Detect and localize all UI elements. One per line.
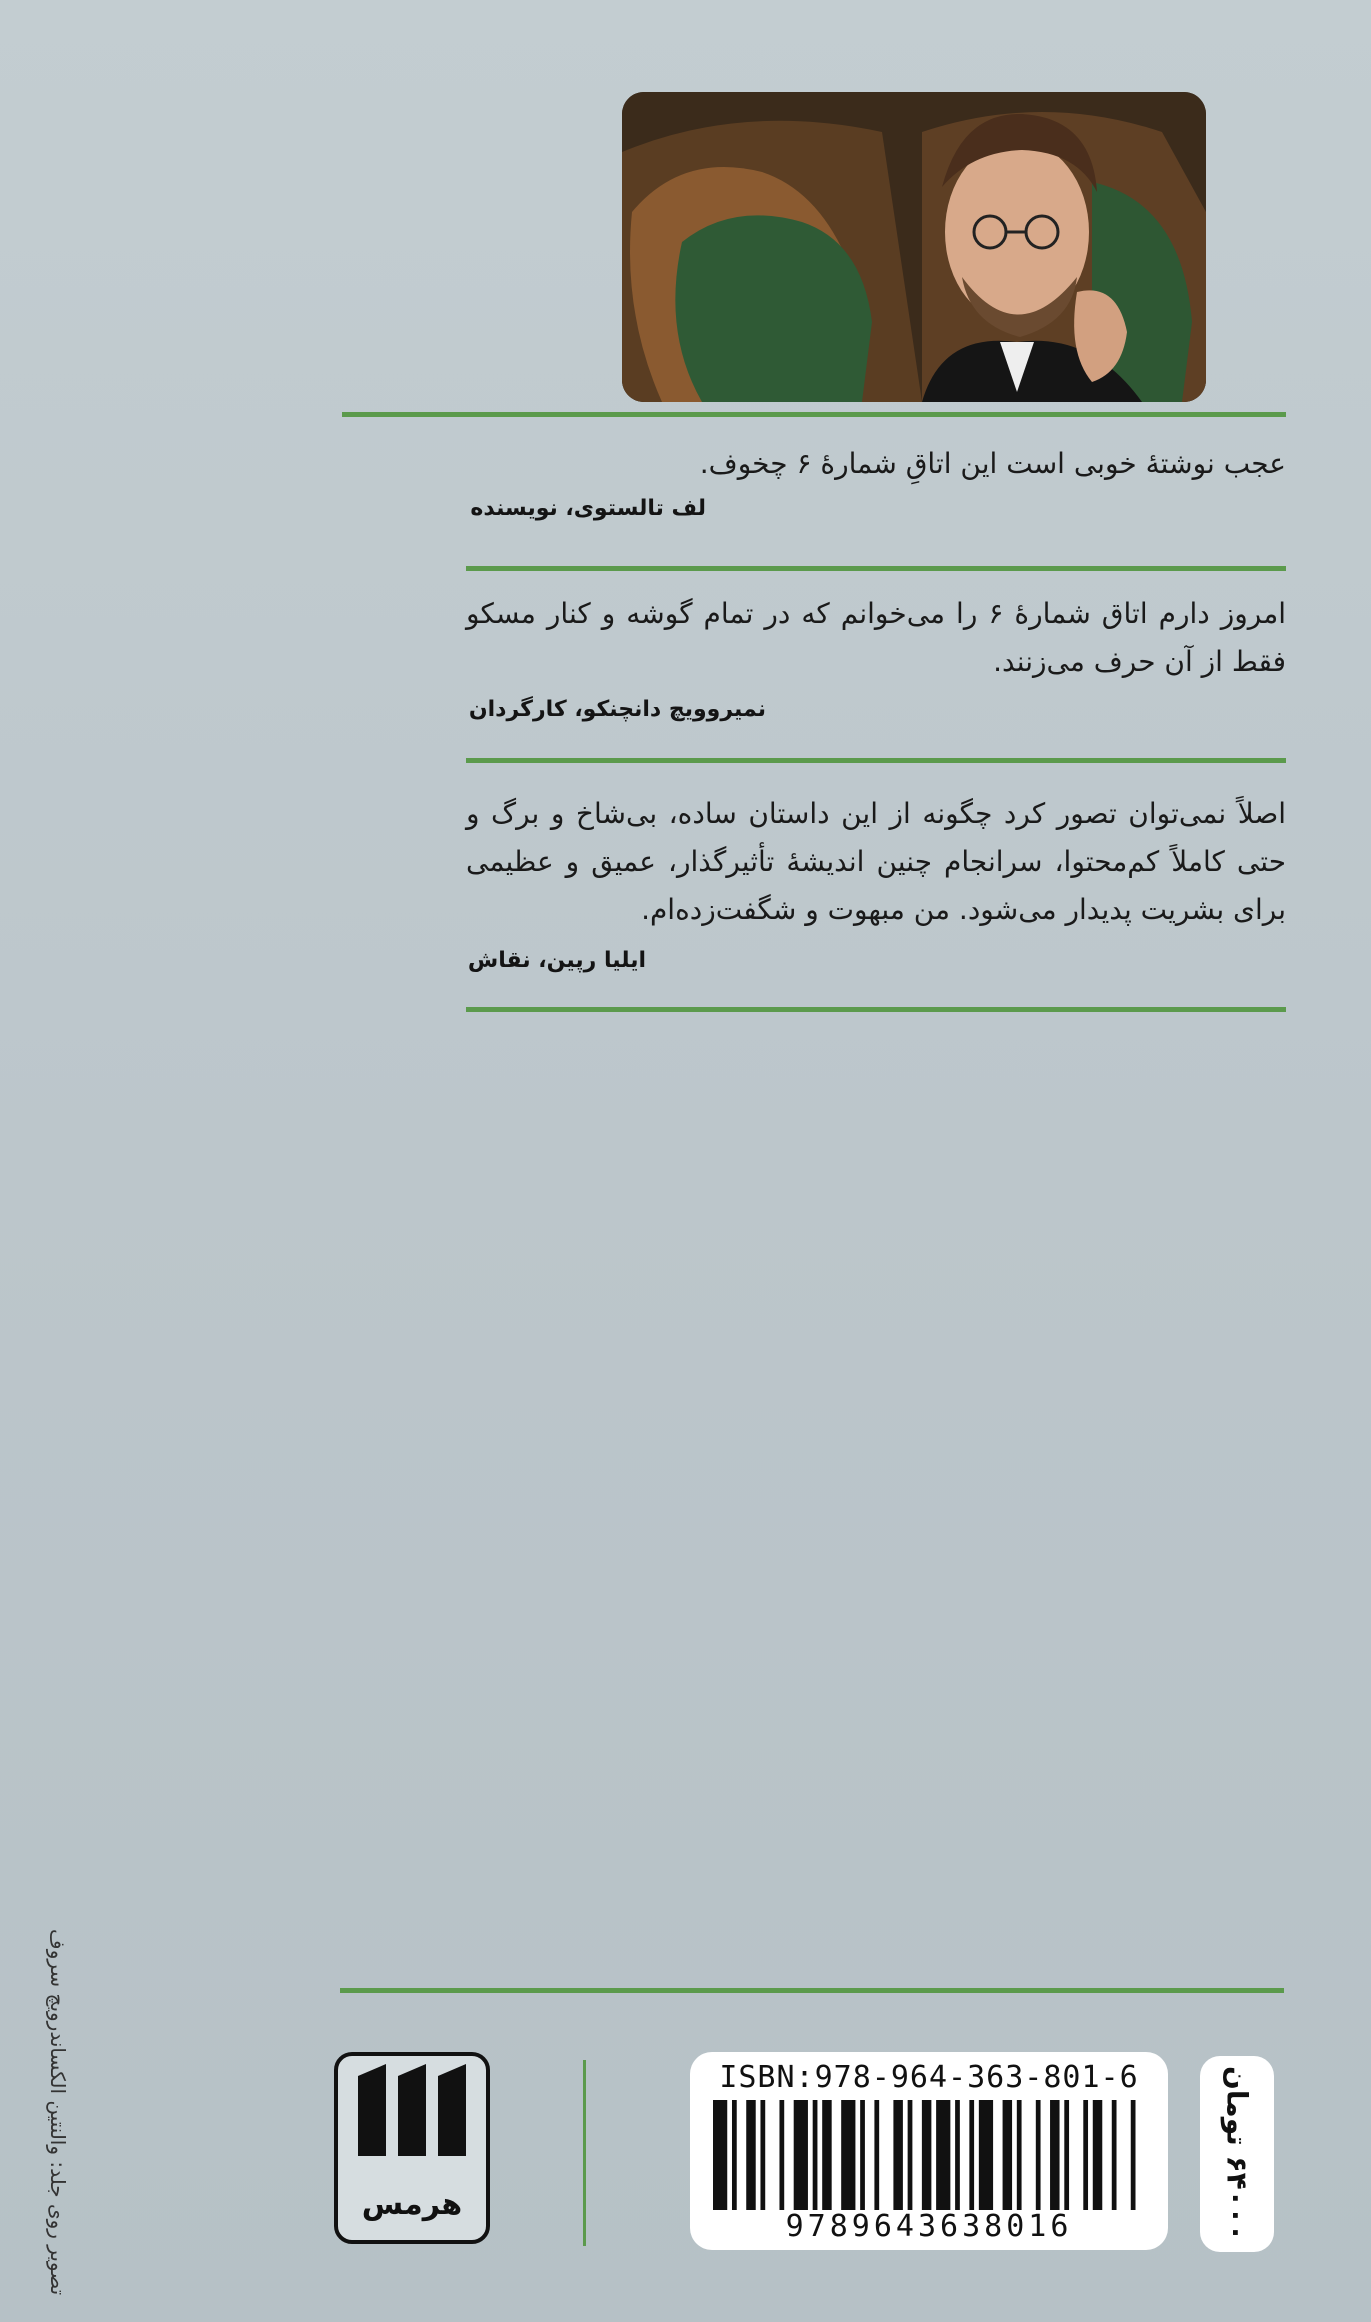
cover-image-credit: تصویر روی جلد: والنتین الکساندرویچ سروف [46, 1928, 70, 2295]
bottom-divider-rule [340, 1988, 1284, 1993]
barcode-bar [1064, 2100, 1069, 2210]
barcode-bar [979, 2100, 993, 2210]
divider-rule [466, 758, 1286, 763]
author-portrait [622, 92, 1206, 402]
barcode-bar [1017, 2100, 1022, 2210]
barcode-bar [779, 2100, 784, 2210]
barcode-bar [822, 2100, 831, 2210]
barcode-bar [955, 2100, 960, 2210]
divider-rule [342, 412, 1286, 417]
divider-rule [466, 1007, 1286, 1012]
quote-author-1: لف تالستوی، نویسنده [470, 496, 706, 521]
vertical-divider [583, 2060, 586, 2246]
barcode-bar [1112, 2100, 1117, 2210]
barcode-bar [841, 2100, 855, 2210]
quote-text-3: اصلاً نمی‌توان تصور کرد چگونه از این داستان ساده، بی‌شاخ و برگ و حتی کاملاً کم‌محتوا، سرانجام چنین اندیشهٔ تأثیرگذار، عمیق و عظیمی برای بشریت پدیدار می‌شود. من مبهوت و شگفت‌زده‌ام. [466, 797, 1286, 926]
barcode-bar [813, 2100, 818, 2210]
price-tag [1200, 2056, 1274, 2252]
barcode-bar [1036, 2100, 1041, 2210]
quote-author-2: نمیروویچ دانچنکو، کارگردان [468, 697, 766, 722]
isbn-label: ISBN:978-964-363-801-6 [719, 2060, 1139, 2095]
publisher-logo [334, 2052, 490, 2244]
quote-text-2: امروز دارم اتاق شمارهٔ ۶ را می‌خوانم که در تمام گوشه و کنار مسکو فقط از آن حرف می‌زنند. [466, 597, 1286, 678]
divider-rule [466, 566, 1286, 571]
barcode-bar [860, 2100, 865, 2210]
price-text: ۶۴۰۰۰ تومان [1220, 2066, 1254, 2242]
barcode-bar [1131, 2100, 1136, 2210]
barcode-bar [713, 2100, 727, 2210]
barcode-digits: 9789643638016 [785, 2209, 1073, 2244]
quote-author-3: ایلیا رپین، نقاش [467, 948, 646, 973]
barcode-bar [1003, 2100, 1012, 2210]
barcode-bar [936, 2100, 950, 2210]
barcode-bar [922, 2100, 931, 2210]
barcode-bars-icon [709, 2100, 1149, 2210]
isbn-barcode [690, 2052, 1168, 2250]
barcode-bar [732, 2100, 737, 2210]
barcode-bar [874, 2100, 879, 2210]
barcode-bar [760, 2100, 765, 2210]
barcode-bar [908, 2100, 913, 2210]
barcode-bar [1050, 2100, 1059, 2210]
barcode-bar [1093, 2100, 1102, 2210]
publisher-name: هرمس [361, 2187, 463, 2222]
barcode-bar [746, 2100, 755, 2210]
barcode-bar [794, 2100, 808, 2210]
barcode-bar [969, 2100, 974, 2210]
quote-text-1: عجب نوشتهٔ خوبی است این اتاقِ شمارهٔ ۶ چخوف. [699, 447, 1286, 480]
barcode-bar [1083, 2100, 1088, 2210]
barcode-bar [893, 2100, 902, 2210]
